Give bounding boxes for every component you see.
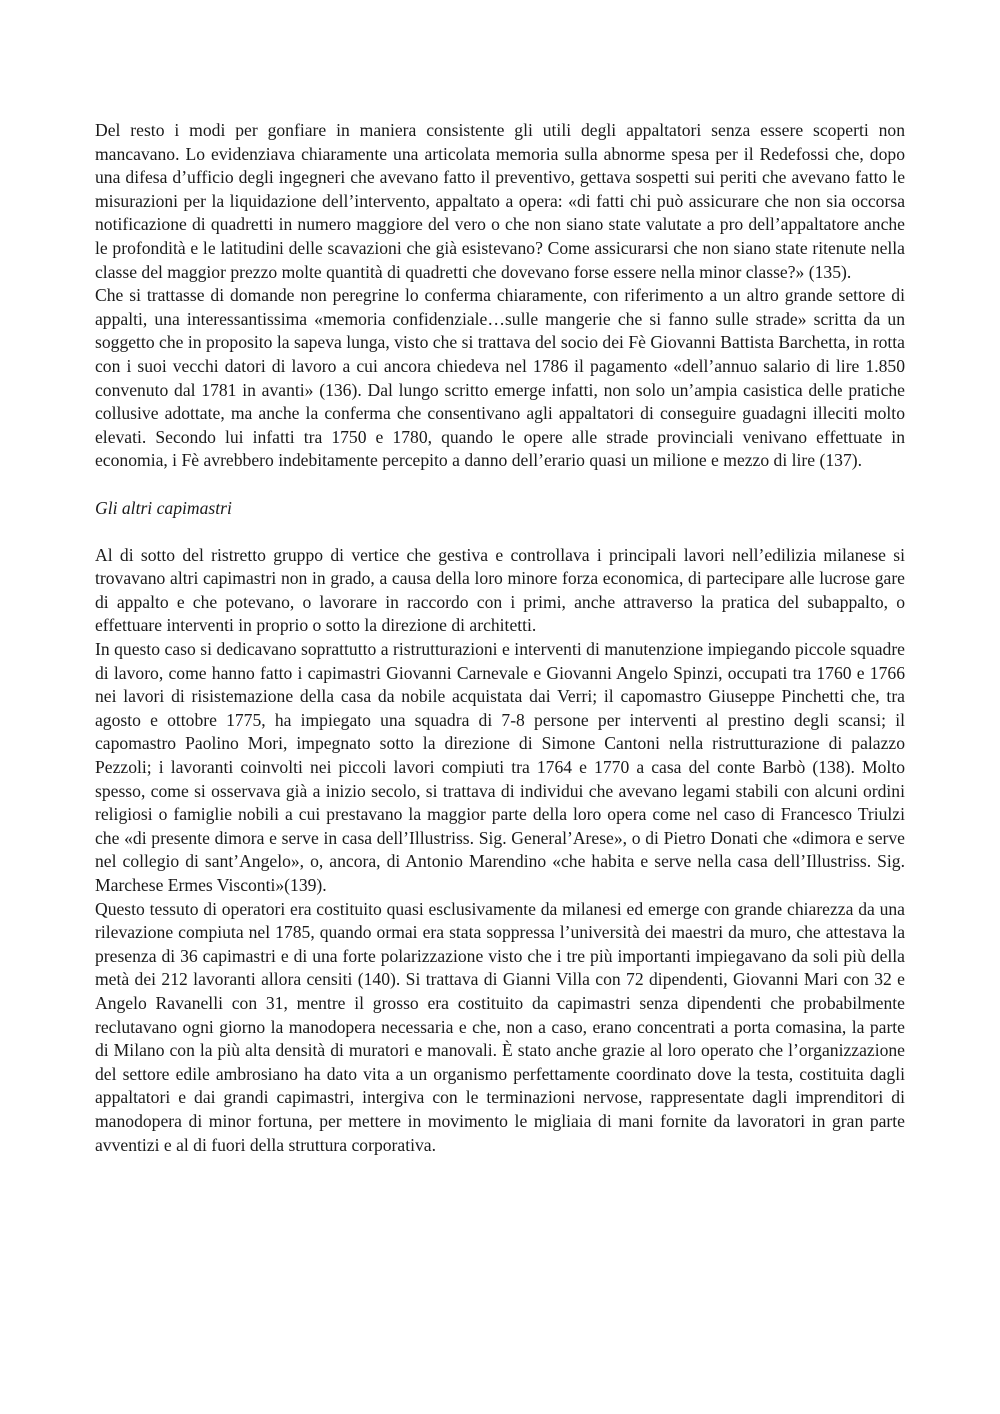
document-page	[95, 119, 905, 1157]
section-heading: Gli altri capimastri	[95, 497, 232, 518]
spacer	[95, 520, 905, 544]
paragraph-ristretto-gruppo: Al di sotto del ristretto gruppo di vertice che gestiva e controllava i principali lavori nell’edilizia milanese si trovavano altri capimastri non in grado, a causa della loro minore forza economica, di partecipare alle lucrose gare di appalto e che potevano, o lavorare in raccordo con i primi, anche attraverso la pratica del subappalto, o effettuare interventi in proprio o sotto la direzione di architetti.	[95, 544, 905, 636]
spacer	[95, 473, 905, 497]
paragraph-memoria-confidenziale: Che si trattasse di domande non peregrine lo conferma chiaramente, con riferimento a un altro grande settore di appalti, una interessantissima «memoria confidenziale…sulle mangerie che si fanno sulle strade» scritta da un soggetto che in proposito la sapeva lunga, visto che si trattava del socio dei Fè Giovanni Battista Barchetta, in rotta con i suoi vecchi datori di lavoro a cui ancora chiedeva nel 1786 il pagamento «dell’annuo salario di lire 1.850 convenuto dal 1781 in avanti» (136). Dal lungo scritto emerge infatti, non solo un’ampia casistica delle pratiche collusive adottate, ma anche la conferma che consentivano agli appaltatori di conseguire guadagni illeciti molto elevati. Secondo lui infatti tra 1750 e 1780, quando le opere alle strade provinciali venivano effettuate in economia, i Fè avrebbero indebitamente percepito a danno dell’erario quasi un milione e mezzo di lire (137).	[95, 285, 905, 471]
paragraph-ristrutturazioni: In questo caso si dedicavano soprattutto a ristrutturazioni e interventi di manutenzione impiegando piccole squadre di lavoro, come hanno fatto i capimastri Giovanni Carnevale e Giovanni Angelo Spinzi, occupati tra 1760 e 1766 nei lavori di risistemazione della casa da nobile acquistata dai Verri; il capomastro Giuseppe Pinchetti che, tra agosto e ottobre 1775, ha impiegato una squadra di 7-8 persone per interventi al prestino degli scansi; il capomastro Paolino Mori, impegnato sotto la direzione di Simone Cantoni nella ristrutturazione di palazzo Pezzoli; i lavoranti coinvolti nei piccoli lavori compiuti tra 1764 e 1770 a casa del conte Barbò (138). Molto spesso, come si osservava già a inizio secolo, si trattava di individui che avevano legami stabili con alcuni ordini religiosi o famiglie nobili a cui prestavano la maggior parte della loro opera come nel caso di Francesco Triulzi che «di presente dimora e serve in casa dell’Illustriss. Sig. General’Arese», o di Pietro Donati che «dimora e serve nel collegio di sant’Angelo», o, ancora, di Antonio Marendino «che habita e serve nella casa dell’Illustriss. Sig. Marchese Ermes Visconti»(139).	[95, 639, 905, 895]
paragraph-tessuto-operatori: Questo tessuto di operatori era costituito quasi esclusivamente da milanesi ed emerge con grande chiarezza da una rilevazione compiuta nel 1785, quando ormai era stata soppressa l’università dei maestri da muro, che attestava la presenza di 36 capimastri e di una forte polarizzazione visto che i tre più importanti impiegavano da soli più della metà dei 212 lavoranti allora censiti (140). Si trattava di Gianni Villa con 72 dipendenti, Giovanni Mari con 32 e Angelo Ravanelli con 31, mentre il grosso era costituito da capimastri senza dipendenti che probabilmente reclutavano ogni giorno la manodopera necessaria e che, non a caso, erano concentrati a porta comasina, la parte di Milano con la più alta densità di muratori e manovali. È stato anche grazie al loro operato che l’organizzazione del settore edile ambrosiano ha dato vita a un organismo perfettamente coordinato dove la testa, costituita dagli appaltatori e dai grandi capimastri, intergiva con le terminazioni nervose, rappresentate dagli imprenditori di manodopera di minor fortuna, per mettere in movimento le migliaia di mani fornite da lavoratori in gran parte avventizi e al di fuori della struttura corporativa.	[95, 898, 905, 1155]
paragraph-redefossi-memoria: Del resto i modi per gonfiare in maniera consistente gli utili degli appaltatori senza essere scoperti non mancavano. Lo evidenziava chiaramente una articolata memoria sulla abnorme spesa per il Redefossi che, dopo una difesa d’ufficio degli ingegneri che avevano fatto il preventivo, gettava sospetti sui periti che avevano fatto le misurazioni per la liquidazione dell’intervento, appaltato a opera: «di fatti chi può assicurare che non sia occorsa notificazione di quadretti in numero maggiore del vero o che non siano state valutate a pro dell’appaltatore anche le profondità e le latitudini delle scavazioni che già esistevano? Come assicurarsi che non siano state ritenute nella classe del maggior prezzo molte quantità di quadretti che dovevano forse essere nella minor classe?» (135).	[95, 120, 905, 282]
